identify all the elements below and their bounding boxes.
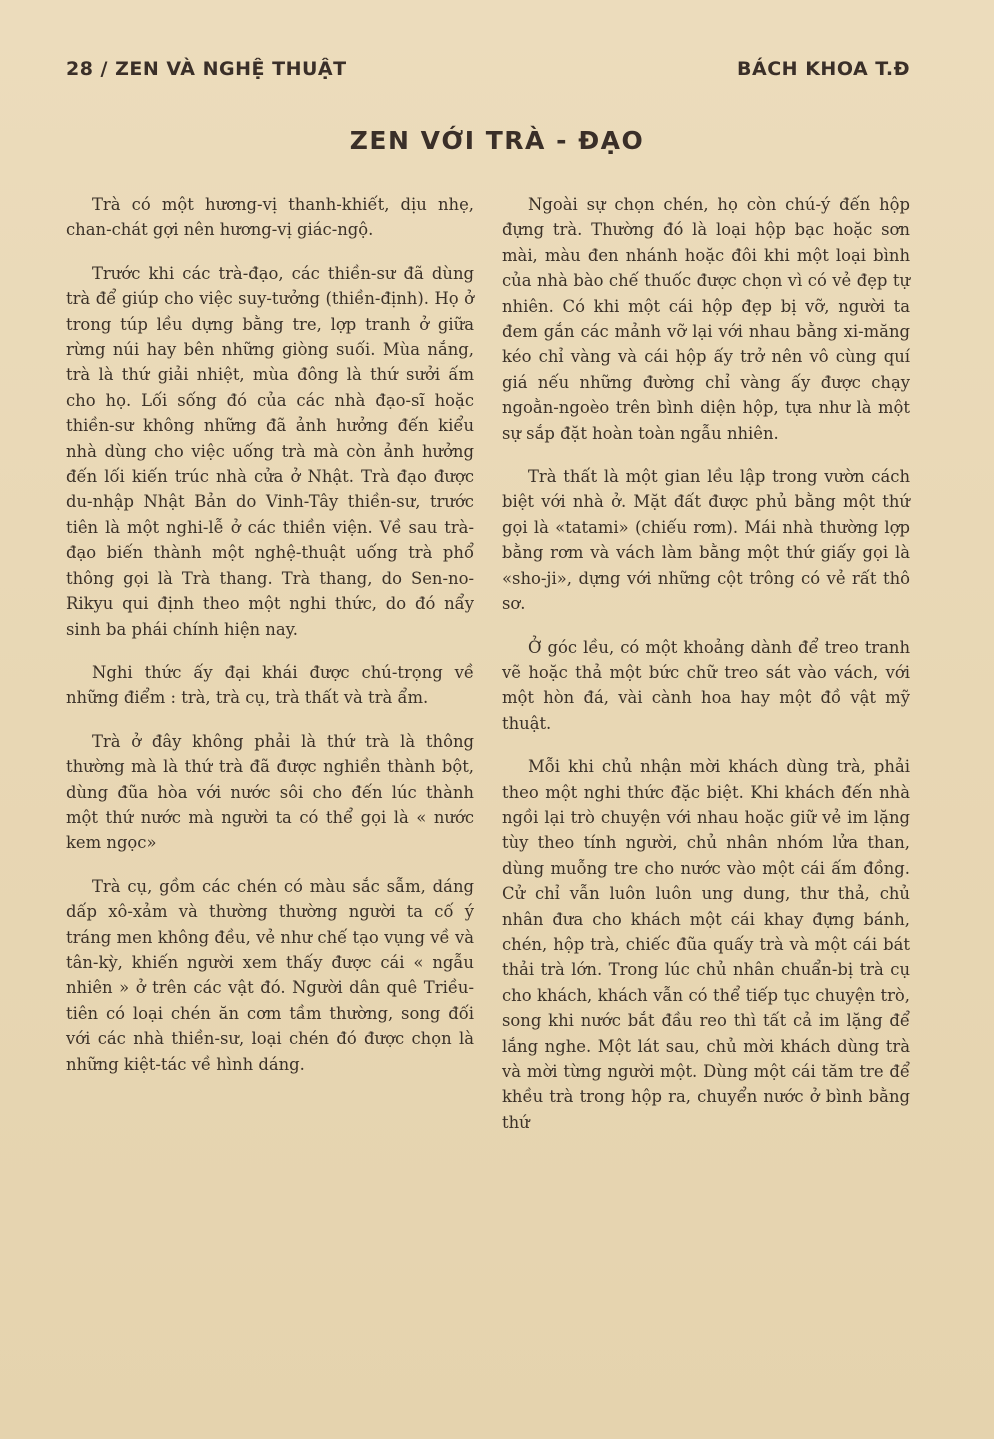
- paragraph: Trà có một hương-vị thanh-khiết, dịu nhẹ, chan-chát gợi nên hương-vị giác-ngộ.: [66, 195, 474, 240]
- paragraph: Ngoài sự chọn chén, họ còn chú-ý đến hộp đựng trà. Thường đó là loại hộp bạc hoặc sơn mài, màu đen nhánh hoặc đôi khi một loại bình của nhà bào chế thuốc được chọn vì có vẻ đẹp tự nhiên. Có khi một cái hộp đẹp bị vỡ, người ta đem gắn các mảnh vỡ lại với nhau bằng xi-măng kéo chỉ vàng và cái hộp ấy trở nên vô cùng quí giá nếu những đường chỉ vàng ấy được chạy ngoằn-ngoèo trên bình diện hộp, tựa như là một sự sắp đặt hoàn toàn ngẫu nhiên.: [502, 195, 910, 443]
- publication-name: BÁCH KHOA T.Đ: [737, 58, 910, 80]
- paragraph: Ở góc lều, có một khoảng dành để treo tranh vẽ hoặc thả một bức chữ treo sát vào vách, với một hòn đá, vài cành hoa hay một đồ vật mỹ thuật.: [502, 637, 910, 733]
- paragraph: Trà ở đây không phải là thứ trà là thông thường mà là thứ trà đã được nghiền thành bột, dùng đũa hòa với nước sôi cho đến lúc thành một thứ nước mà người ta có thể gọi là « nước kem ngọc»: [66, 731, 474, 853]
- paragraph: Mỗi khi chủ nhận mời khách dùng trà, phải theo một nghi thức đặc biệt. Khi khách đến nhà ngồi lại trò chuyện với nhau hoặc giữ vẻ im lặng tùy theo tính người, chủ nhân nhóm lửa than, dùng muỗng tre cho nước vào một cái ấm đồng. Cử chỉ vẫn luôn luôn ung dung, thư thả, chủ nhân đưa cho khách một cái khay đựng bánh, chén, hộp trà, chiếc đũa quấy trà và một cái bát thải trà lớn. Trong lúc chủ nhân chuẩn-bị trà cụ cho khách, khách vẫn có thể tiếp tục chuyện trò, song khi nước bắt đầu reo thì tất cả im lặng để lắng nghe. Một lát sau, chủ mời khách dùng trà và mời từng người một. Dùng một cái tăm tre để khều trà trong hộp ra, chuyển nước ở bình bằng thứ: [502, 757, 910, 1132]
- left-column: [66, 192, 474, 1095]
- article-title: ZEN VỚI TRÀ - ĐẠO: [349, 126, 645, 155]
- paragraph: Trà thất là một gian lều lập trong vườn cách biệt với nhà ở. Mặt đất được phủ bằng một thứ gọi là «tatami» (chiếu rơm). Mái nhà thường lợp bằng rơm và vách làm bằng một thứ giấy gọi là «sho-ji», dựng với những cột trông có vẻ rất thô sơ.: [502, 467, 910, 614]
- paragraph: Trước khi các trà-đạo, các thiền-sư đã dùng trà để giúp cho việc suy-tưởng (thiền-định). Họ ở trong túp lều dựng bằng tre, lợp tranh ở giữa rừng núi hay bên những giòng suối. Mùa nắng, trà là thứ giải nhiệt, mùa đông là thứ sưởi ấm cho họ. Lối sống đó của các nhà đạo-sĩ hoặc thiền-sư không những đã ảnh hưởng đến kiểu nhà dùng cho việc uống trà mà còn ảnh hưởng đến lối kiến trúc nhà cửa ở Nhật. Trà đạo được du-nhập Nhật Bản do Vinh-Tây thiền-sư, trước tiên là một nghi-lễ ở các thiền viện. Về sau trà-đạo biến thành một nghệ-thuật uống trà phổ thông gọi là Trà thang. Trà thang, do Sen-no-Rikyu qui định theo một nghi thức, do đó nẩy sinh ba phái chính hiện nay.: [66, 263, 474, 639]
- right-column: [502, 192, 910, 1153]
- page-number-section-title: 28 / ZEN VÀ NGHỆ THUẬT: [66, 58, 347, 80]
- paragraph: Nghi thức ấy đại khái được chú-trọng về những điểm : trà, trà cụ, trà thất và trà ẩm.: [66, 662, 474, 708]
- running-header: [66, 58, 910, 80]
- paragraph: Trà cụ, gồm các chén có màu sắc sẫm, dáng dấp xô-xảm và thường thường người ta cố ý tráng men không đều, vẻ như chế tạo vụng về và tân-kỳ, khiến người xem thấy được cái « ngẫu nhiên » ở trên các vật đó. Người dân quê Triều-tiên có loại chén ăn cơm tầm thường, song đối với các nhà thiền-sư, loại chén đó được chọn là những kiệt-tác về hình dáng.: [66, 876, 474, 1074]
